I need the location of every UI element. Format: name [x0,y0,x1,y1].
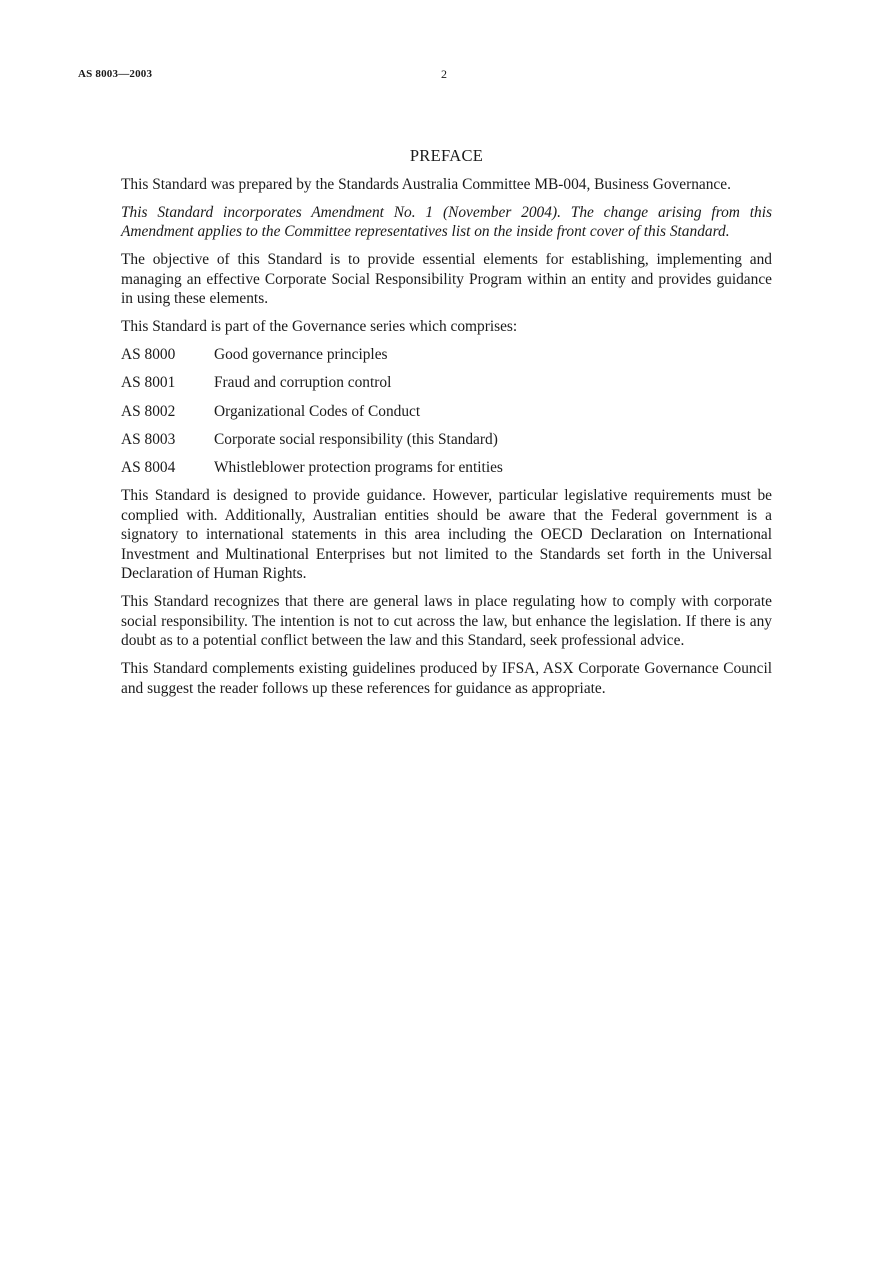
paragraph-series-intro: This Standard is part of the Governance series which comprises: [121,318,518,335]
paragraph-complements: This Standard complements existing guidelines produced by IFSA, ASX Corporate Governance Council and suggest the reader follows up these references for guidance as appropriate. [121,660,772,697]
series-code: AS 8001 [121,374,176,392]
page-number: 2 [441,67,447,81]
list-item [121,345,772,365]
series-code: AS 8004 [121,459,176,477]
series-name: Good governance principles [214,346,388,363]
series-name: Corporate social responsibility (this Standard) [214,430,498,448]
paragraph-guidance: This Standard is designed to provide guidance. However, particular legislative requirements must be complied with. Additionally, Australian entities should be aware that the Federal government is a signatory to international statements in this area including the OECD Declaration on International Investment and Multinational Enterprises but not limited to the Standards set forth in the Universal Declaration of Human Rights. [121,487,772,583]
paragraph-objective: The objective of this Standard is to provide essential elements for establishing, implementing and managing an effective Corporate Social Responsibility Program within an entity and provides guidance in using these elements. [121,251,772,307]
series-name: Whistleblower protection programs for entities [214,459,503,477]
series-name: Organizational Codes of Conduct [214,402,421,420]
preface-title: PREFACE [409,146,484,165]
governance-series-list [121,345,772,478]
preface-section [121,146,772,707]
series-code: AS 8000 [121,346,176,363]
series-name: Fraud and corruption control [214,374,392,392]
list-item [121,430,772,450]
list-item [121,458,772,478]
paragraph-amendment-note: This Standard incorporates Amendment No. 1 (November 2004). The change arising from this Amendment applies to the Committee representatives list on the inside front cover of this Standard. [121,203,772,240]
series-code: AS 8002 [121,402,176,420]
running-header-standard-id: AS 8003—2003 [78,68,153,80]
list-item [121,402,772,422]
series-code: AS 8003 [121,430,176,448]
paragraph-prepared-by: This Standard was prepared by the Standards Australia Committee MB-004, Business Governance. [121,175,731,193]
paragraph-general-laws: This Standard recognizes that there are general laws in place regulating how to comply with corporate social responsibility. The intention is not to cut across the law, but enhance the legislation. If there is any doubt as to a potential conflict between the law and this Standard, seek professional advice. [121,593,772,650]
list-item [121,373,772,393]
